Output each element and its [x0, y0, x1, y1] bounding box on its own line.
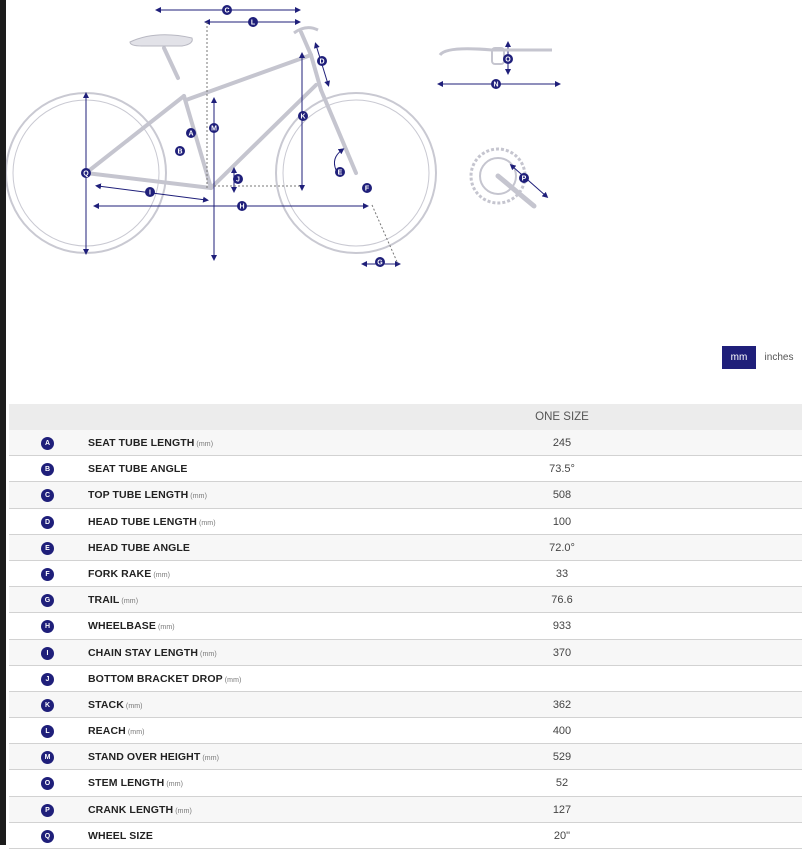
- row-label-text: SEAT TUBE LENGTH: [88, 437, 195, 449]
- row-letter-badge: I: [41, 647, 54, 660]
- row-label: [88, 804, 192, 816]
- row-value: 76.6: [551, 594, 573, 607]
- table-row: [9, 613, 802, 639]
- row-letter-badge: B: [41, 463, 54, 476]
- row-letter-badge: J: [41, 673, 54, 686]
- table-row: [9, 797, 802, 823]
- row-label: [88, 568, 170, 580]
- svg-text:P: P: [521, 175, 527, 183]
- row-value: 400: [552, 725, 572, 738]
- diagram-marker-a: [186, 128, 196, 138]
- row-letter-badge: E: [41, 542, 54, 555]
- diagram-marker-l: [248, 17, 258, 27]
- row-unit: (mm): [198, 519, 216, 527]
- table-row: [9, 430, 802, 456]
- table-row: [9, 666, 802, 692]
- row-label-text: TOP TUBE LENGTH: [88, 489, 189, 502]
- table-row: [9, 561, 802, 587]
- saddle: [130, 35, 192, 46]
- table-row: [9, 692, 802, 718]
- row-value: 33: [555, 567, 569, 580]
- row-unit: (mm): [175, 807, 192, 815]
- row-letter-badge: Q: [41, 830, 54, 843]
- diagram-marker-n: [491, 79, 501, 89]
- stem-detail: [440, 48, 552, 64]
- table-row: [9, 718, 802, 744]
- table-row: [9, 640, 802, 666]
- row-unit: (mm): [127, 729, 145, 737]
- column-header-one-size: ONE SIZE: [535, 411, 589, 423]
- svg-text:E: E: [337, 169, 343, 177]
- row-label: [88, 437, 213, 449]
- row-label: [88, 725, 145, 737]
- svg-text:A: A: [188, 130, 194, 138]
- svg-text:L: L: [250, 19, 256, 27]
- row-letter-badge: A: [41, 437, 54, 450]
- diagram-marker-q: [81, 168, 91, 178]
- table-row: [9, 587, 802, 613]
- row-label-text: STEM LENGTH: [88, 777, 165, 790]
- table-row: [9, 509, 802, 535]
- row-label: [88, 516, 216, 528]
- svg-text:F: F: [364, 185, 370, 193]
- row-value: 933: [552, 620, 572, 633]
- row-letter-badge: P: [41, 804, 54, 817]
- table-row: [9, 456, 802, 482]
- row-label: [88, 489, 207, 501]
- diagram-marker-j: [233, 174, 243, 184]
- svg-text:K: K: [300, 113, 306, 121]
- row-label: [88, 542, 192, 554]
- diagram-marker-i: [145, 187, 155, 197]
- svg-text:B: B: [177, 148, 183, 156]
- diagram-marker-h: [237, 201, 247, 211]
- unit-mm-button[interactable]: mm: [722, 346, 756, 369]
- row-unit: (mm): [190, 493, 208, 501]
- row-label-text: CRANK LENGTH: [88, 803, 174, 816]
- row-unit: (mm): [224, 676, 242, 684]
- svg-text:H: H: [239, 203, 245, 211]
- row-letter-badge: K: [41, 699, 54, 712]
- row-label: [88, 751, 219, 763]
- diagram-marker-p: [519, 173, 529, 183]
- diagram-marker-e: [335, 167, 345, 177]
- row-label-text: FORK RAKE: [88, 567, 152, 580]
- row-unit: (mm): [121, 598, 139, 606]
- bike-geometry-diagram: [6, 0, 566, 285]
- row-label: [88, 830, 155, 842]
- row-value: 370: [552, 646, 572, 659]
- row-letter-badge: F: [41, 568, 54, 581]
- svg-text:I: I: [149, 189, 151, 197]
- diagram-marker-b: [175, 146, 185, 156]
- row-value: 508: [552, 489, 572, 502]
- row-label-text: TRAIL: [88, 594, 120, 607]
- row-label-text: HEAD TUBE LENGTH: [88, 515, 197, 528]
- svg-text:J: J: [236, 176, 240, 184]
- row-label: [88, 777, 183, 789]
- diagram-marker-k: [298, 111, 308, 121]
- row-value: 73.5°: [549, 463, 575, 476]
- table-row: [9, 770, 802, 796]
- handlebar: [294, 28, 318, 33]
- svg-text:Q: Q: [83, 170, 89, 178]
- bike-frame: [86, 32, 356, 188]
- row-value: 52: [555, 777, 569, 790]
- row-value: 127: [552, 803, 572, 816]
- row-letter-badge: C: [41, 489, 54, 502]
- row-value: 362: [552, 698, 572, 711]
- row-value: 72.0°: [549, 541, 575, 554]
- row-unit: (mm): [166, 781, 184, 789]
- row-label: [88, 673, 241, 685]
- unit-inches-button[interactable]: inches: [756, 346, 802, 369]
- row-value: 245: [552, 437, 572, 449]
- row-unit: (mm): [125, 702, 143, 710]
- row-label-text: BOTTOM BRACKET DROP: [88, 672, 223, 685]
- row-label-text: STACK: [88, 698, 124, 711]
- table-row: [9, 482, 802, 508]
- svg-text:C: C: [224, 7, 230, 15]
- table-row: [9, 744, 802, 770]
- row-label-text: WHEELBASE: [88, 620, 156, 633]
- svg-text:N: N: [493, 81, 499, 89]
- row-value: 100: [552, 515, 572, 528]
- row-label: [88, 594, 138, 606]
- row-letter-badge: M: [41, 751, 54, 764]
- row-letter-badge: D: [41, 516, 54, 529]
- row-unit: (mm): [200, 650, 217, 658]
- table-body: [9, 430, 802, 849]
- diagram-marker-o: [503, 54, 513, 64]
- row-label: [88, 699, 143, 711]
- table-row: [9, 535, 802, 561]
- row-unit: (mm): [196, 441, 214, 448]
- diagram-marker-d: [317, 56, 327, 66]
- unit-toggle: [722, 346, 802, 369]
- row-label: [88, 620, 175, 632]
- row-unit: (mm): [202, 755, 220, 763]
- row-letter-badge: G: [41, 594, 54, 607]
- row-label-text: STAND OVER HEIGHT: [88, 751, 201, 764]
- row-label-text: CHAIN STAY LENGTH: [88, 646, 199, 659]
- row-value: 20": [553, 829, 571, 842]
- row-letter-badge: H: [41, 620, 54, 633]
- row-letter-badge: O: [41, 777, 54, 790]
- row-unit: (mm): [158, 624, 175, 632]
- diagram-marker-f: [362, 183, 372, 193]
- row-label: [88, 647, 217, 659]
- table-row: [9, 823, 802, 849]
- row-label-text: WHEEL SIZE: [88, 829, 153, 842]
- diagram-marker-m: [209, 123, 219, 133]
- row-unit: (mm): [153, 571, 171, 579]
- geometry-table: [9, 404, 802, 849]
- svg-text:M: M: [211, 125, 217, 133]
- table-header: [9, 404, 802, 430]
- svg-text:D: D: [319, 58, 325, 66]
- row-value: 529: [552, 751, 572, 764]
- row-label-text: SEAT TUBE ANGLE: [88, 463, 188, 476]
- row-label: [88, 463, 190, 475]
- svg-text:O: O: [505, 56, 511, 64]
- row-label-text: REACH: [88, 725, 126, 738]
- row-letter-badge: L: [41, 725, 54, 738]
- svg-text:G: G: [377, 259, 383, 267]
- diagram-marker-c: [222, 5, 232, 15]
- diagram-marker-g: [375, 257, 385, 267]
- row-label-text: HEAD TUBE ANGLE: [88, 541, 191, 554]
